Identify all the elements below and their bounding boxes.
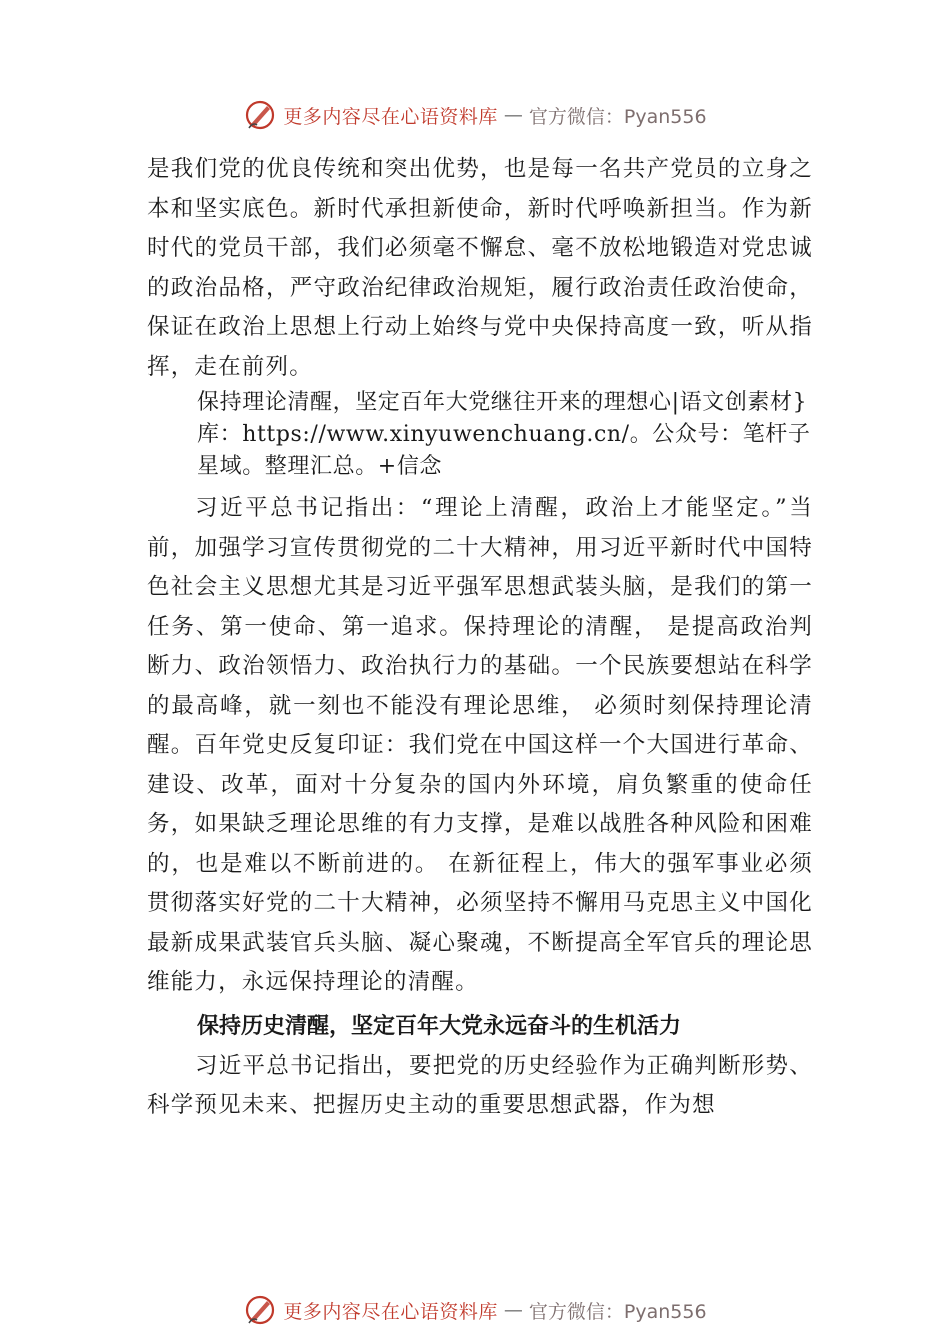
paragraph-1: 是我们党的优良传统和突出优势，也是每一名共产党员的立身之本和坚实底色。新时代承担新使命，新时代呼唤新担当。作为新时代的党员干部，我们必须毫不懈怠、毫不放松地锻造对党忠诚的政治品格，严守政治纪律政治规矩，履行政治责任政治使命，保证在政治上思想上行动上始终与党中央保持高度一致，听从指挥，走在前列。 bbox=[147, 156, 813, 380]
pen-logo-icon bbox=[243, 98, 277, 132]
footer-banner bbox=[0, 1290, 950, 1330]
banner-contact: 官方微信：Pyan556 bbox=[528, 1300, 707, 1323]
banner-separator: — bbox=[503, 1299, 523, 1321]
paragraph-3: 习近平总书记指出，要把党的历史经验作为正确判断形势、科学预见未来、把握历史主动的重要思想武器，作为想 bbox=[147, 1052, 813, 1118]
banner-separator: — bbox=[503, 104, 523, 126]
paragraph-2: 习近平总书记指出：“理论上清醒，政治上才能坚定。”当前，加强学习宣传贯彻党的二十大精神，用习近平新时代中国特色社会主义思想尤其是习近平强军思想武装头脑，是我们的第一任务、第一使命、第一追求。保持理论的清醒， 是提高政治判断力、政治领悟力、政治执行力的基础。一个民族要想站在科学的最高峰，就一刻也不能没有理论思维， 必须时刻保持理论清醒。百年党史反复印证：我们党在中国这样一个大国进行革命、建设、改革，面对十分复杂的国内外环境，肩负繁重的使命任务，如果缺乏理论思维的有力支撑，是难以战胜各种风险和困难的，也是难以不断前进的。 在新征程上，伟大的强军事业必须贯彻落实好党的二十大精神，必须坚持不懈用马克思主义中国化最新成果武装官兵头脑、凝心聚魂，不断提高全军官兵的理论思维能力，永远保持理论的清醒。 bbox=[147, 495, 813, 995]
banner-contact: 官方微信：Pyan556 bbox=[528, 105, 707, 128]
section-heading: 保持历史清醒，坚定百年大党永远奋斗的生机活力 bbox=[197, 1013, 682, 1039]
banner-brand: 更多内容尽在心语资料库 bbox=[283, 105, 498, 128]
banner-brand: 更多内容尽在心语资料库 bbox=[283, 1300, 498, 1323]
document-body bbox=[147, 150, 813, 1126]
pen-logo-icon bbox=[243, 1293, 277, 1327]
source-note: 保持理论清醒，坚定百年大党继往开来的理想心|语文创素材}库：https://www.xinyuwenchuang.cn/。公众号：笔杆子星域。整理汇总。+信念 bbox=[197, 390, 811, 479]
header-banner bbox=[0, 95, 950, 135]
